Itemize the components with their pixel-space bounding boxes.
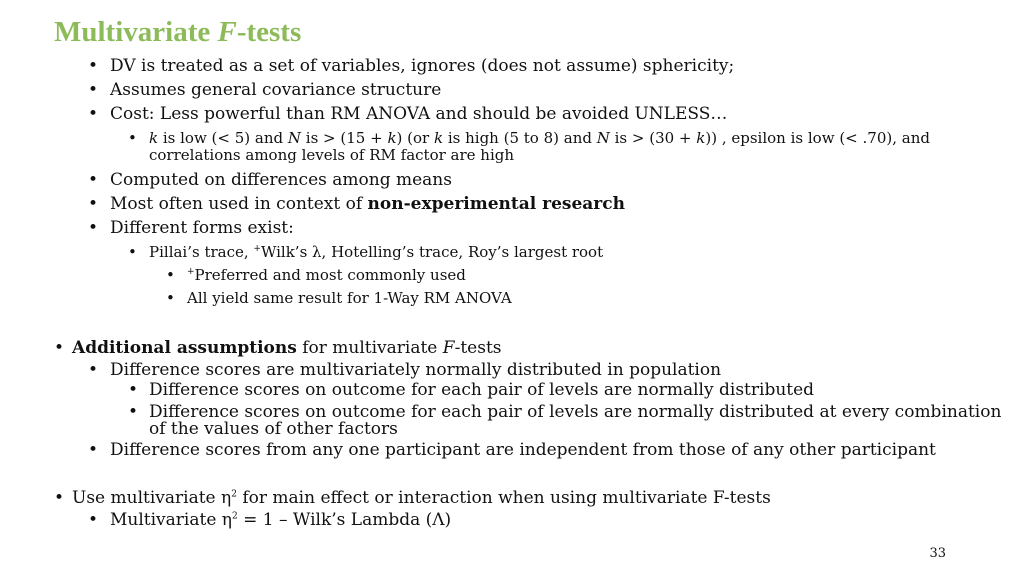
sub-bullet-pair-normal: • Difference scores on outcome for each pair of levels are normally distributed xyxy=(128,380,815,400)
bullet-multivariate-normal: • Difference scores are multivariately normally distributed in population xyxy=(88,360,722,380)
bullet-treated-as-set: • DV is treated as a set of variables, ignores (does not assume) sphericity; xyxy=(88,56,735,76)
sub-bullet-every-combination: • Difference scores on outcome for each pair of levels are normally distributed at every combination xyxy=(128,402,1002,422)
sub-bullet-conditions-line2: correlations among levels of RM factor are high xyxy=(149,146,515,164)
sub-sub-bullet-preferred: • +Preferred and most commonly used xyxy=(166,266,466,284)
bullet-additional-assumptions: • Additional assumptions for multivariate F-tests xyxy=(54,338,502,358)
sub-sub-bullet-same-result: • All yield same result for 1-Way RM ANOVA xyxy=(166,289,512,307)
sub-bullet-every-combination-line2: of the values of other factors xyxy=(149,419,398,439)
bullet-independent: • Difference scores from any one participant are independent from those of any other participant xyxy=(88,440,936,460)
slide-title: Multivariate F-tests xyxy=(54,16,302,48)
bullet-computed: • Computed on differences among means xyxy=(88,170,452,190)
bullet-covariance: • Assumes general covariance structure xyxy=(88,80,442,100)
bullet-different-forms: • Different forms exist: xyxy=(88,218,294,238)
bullet-eta-formula: • Multivariate $\eta^2 = 1$ – Wilk’s Lambda (Λ) xyxy=(88,510,452,530)
page-number: 33 xyxy=(929,546,946,561)
sub-bullet-conditions: • k is low (< 5) and N is > (15 + k) (or k is high (5 to 8) and N is > (30 + k)) , epsilon is low (< .70), and xyxy=(128,129,930,147)
bullet-most-often: • Most often used in context of non-experimental research xyxy=(88,194,625,214)
bullet-cost: • Cost: Less powerful than RM ANOVA and should be avoided UNLESS… xyxy=(88,104,728,124)
sub-bullet-forms: • Pillai’s trace, +Wilk’s λ, Hotelling’s trace, Roy’s largest root xyxy=(128,243,604,261)
title-italic-f: F xyxy=(217,16,237,48)
bullet-use-eta: • Use multivariate $\eta^2$ for main effect or interaction when using multivariate F-tests xyxy=(54,488,771,508)
